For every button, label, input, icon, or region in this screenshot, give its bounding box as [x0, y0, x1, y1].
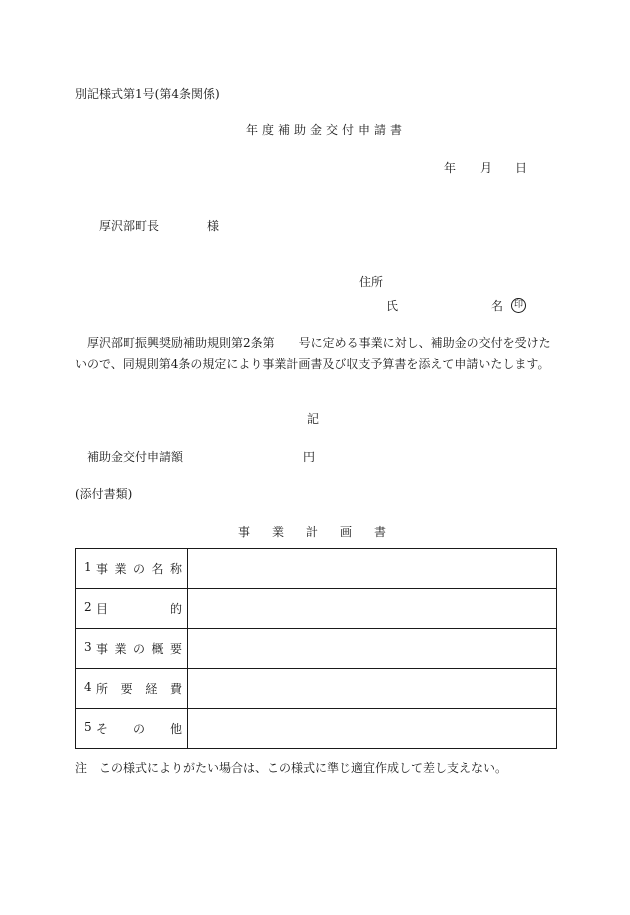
plan-row — [76, 589, 557, 629]
name-label-first: 氏 — [386, 299, 399, 313]
addressee-honorific: 様 — [207, 219, 220, 233]
amount-unit: 円 — [303, 450, 316, 464]
attachments-label: (添付書類) — [75, 487, 133, 501]
plan-title: 事業計画書 — [238, 525, 409, 539]
date-year-label: 年 — [444, 161, 457, 175]
plan-row-value[interactable] — [188, 669, 557, 709]
plan-row-number: 3 — [84, 640, 92, 654]
seal-mark: 印 — [511, 298, 526, 313]
ki-heading: 記 — [307, 412, 320, 426]
plan-row — [76, 709, 557, 749]
address-label: 住所 — [359, 275, 384, 289]
plan-row-label-cell — [76, 669, 188, 709]
application-body-text: 厚沢部町振興奨励補助規則第2条第 号に定める事業に対し、補助金の交付を受けたいので、同規則第4条の規定により事業計画書及び収支予算書を添えて申請いたします。 — [75, 336, 551, 371]
plan-row-label — [84, 600, 182, 617]
plan-row-label-cell — [76, 589, 188, 629]
plan-row-label-text: 所 要 経 費 — [96, 682, 182, 696]
plan-row-value[interactable] — [188, 629, 557, 669]
plan-row-label-cell — [76, 709, 188, 749]
plan-row — [76, 629, 557, 669]
plan-row-label — [84, 640, 182, 657]
plan-table — [75, 548, 557, 749]
note-text: 注 この様式によりがたい場合は、この様式に準じ適宜作成して差し支えない。 — [75, 761, 508, 775]
plan-row-label — [84, 720, 182, 737]
plan-row-label-cell — [76, 549, 188, 589]
date-month-label: 月 — [480, 161, 493, 175]
plan-row — [76, 549, 557, 589]
amount-label: 補助金交付申請額 — [87, 450, 184, 464]
addressee-name: 厚沢部町長 — [99, 219, 160, 233]
form-title: 年度補助金交付申請書 — [246, 123, 407, 137]
plan-row-label-text: 事 業 の 名 称 — [96, 562, 182, 576]
plan-row-number: 1 — [84, 560, 92, 574]
plan-row-label-text: そ の 他 — [96, 722, 182, 736]
date-day-label: 日 — [515, 161, 528, 175]
plan-row-value[interactable] — [188, 589, 557, 629]
plan-row-label-cell — [76, 629, 188, 669]
plan-row-value[interactable] — [188, 549, 557, 589]
plan-row-number: 2 — [84, 600, 92, 614]
form-reference: 別記様式第1号(第4条関係) — [75, 87, 220, 101]
plan-row-label-text: 目 的 — [96, 602, 182, 616]
name-label-second: 名 — [491, 299, 504, 313]
plan-row — [76, 669, 557, 709]
plan-row-number: 4 — [84, 680, 92, 694]
plan-row-label — [84, 680, 182, 697]
plan-row-number: 5 — [84, 720, 92, 734]
plan-row-value[interactable] — [188, 709, 557, 749]
plan-row-label-text: 事 業 の 概 要 — [96, 642, 182, 656]
plan-row-label — [84, 560, 182, 577]
